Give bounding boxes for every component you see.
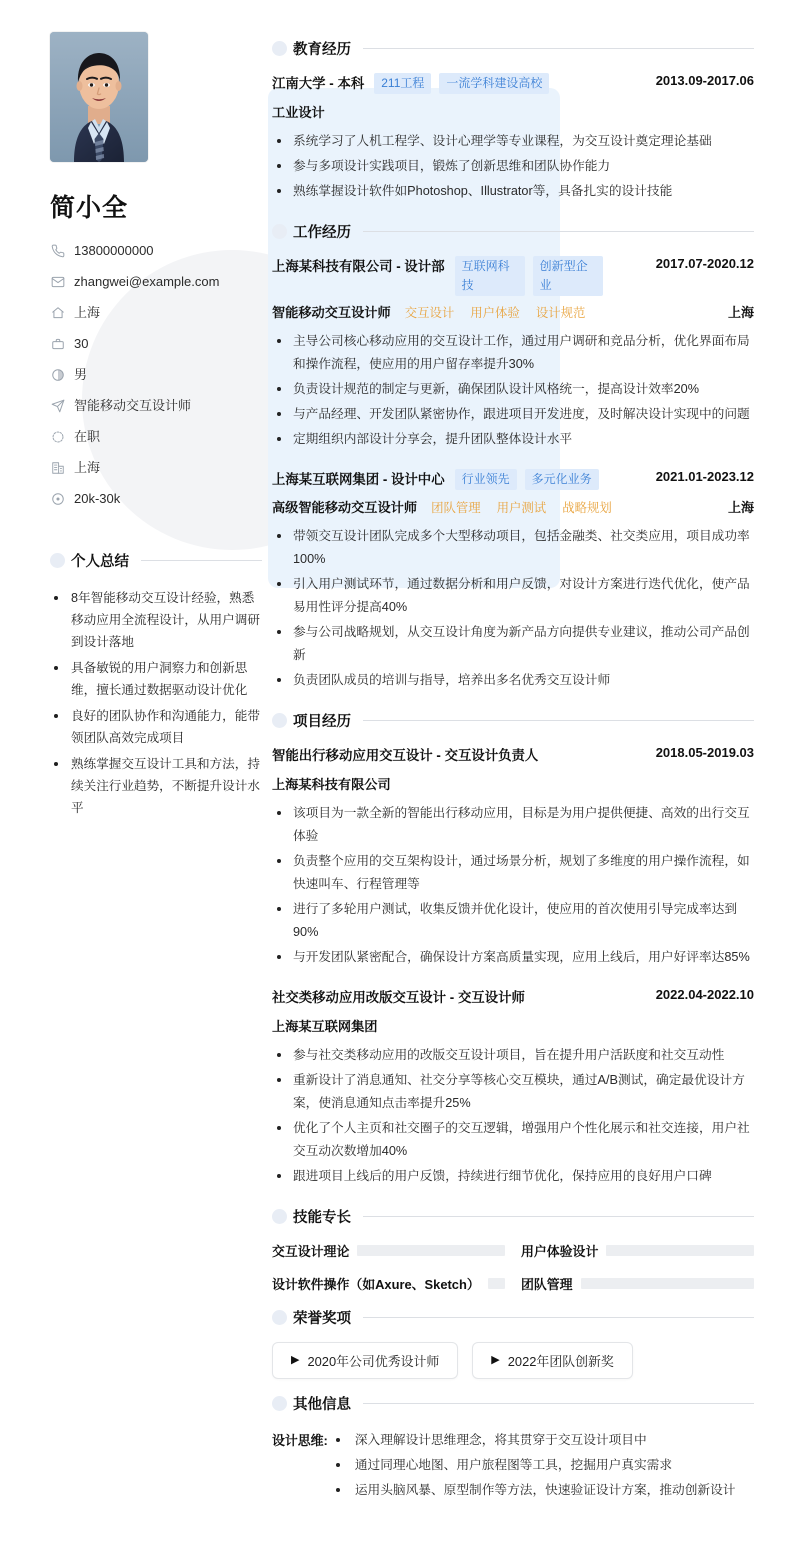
company-name: 上海某互联网集团 - 设计中心 [272, 472, 445, 487]
salary-icon [50, 492, 65, 507]
mail-icon [50, 275, 65, 290]
divider [363, 1216, 754, 1217]
list-item: 参与公司战略规划，从交互设计角度为新产品方向提供专业建议，推动公司产品创新 [272, 621, 754, 667]
list-item: 进行了多轮用户测试，收集反馈并优化设计，使应用的首次使用引导完成率达到90% [272, 898, 754, 944]
contact-phone [50, 242, 262, 260]
tag: 设计规范 [535, 305, 586, 320]
job-title: 智能移动交互设计师 [272, 305, 391, 320]
list-item: 负责整个应用的交互架构设计，通过场景分析，规划了多维度的用户操作流程，如快速叫车、行程管理等 [272, 850, 754, 896]
page-title: 简小全 [50, 194, 129, 222]
role-row [272, 302, 754, 321]
status-icon [50, 430, 65, 445]
section-header-skills [272, 1206, 754, 1227]
tag: 用户体验 [470, 305, 520, 320]
list-item: 系统学习了人机工程学、设计心理学等专业课程，为交互设计奠定理论基础 [272, 130, 754, 153]
project-company: 上海某科技有限公司 [272, 777, 391, 792]
contact-salary [50, 490, 262, 508]
award-chip[interactable] [272, 1342, 458, 1379]
divider [363, 48, 754, 49]
play-triangle-icon: ▶ [491, 1354, 500, 1366]
company-tags [455, 469, 599, 490]
list-item: 参与多项设计实践项目，锻炼了创新思维和团队协作能力 [272, 155, 754, 178]
section-education [272, 38, 754, 203]
section-header-other [272, 1393, 754, 1414]
section-header-awards [272, 1307, 754, 1328]
section-title-education: 教育经历 [293, 42, 351, 58]
project-company: 上海某互联网集团 [272, 1019, 378, 1034]
skill-label: 交互设计理论 [272, 1244, 350, 1259]
play-triangle-icon: ▶ [291, 1354, 300, 1366]
company-tags [455, 256, 603, 296]
section-skills [272, 1206, 754, 1293]
list-item: 该项目为一款全新的智能出行移动应用，目标是为用户提供便捷、高效的出行交互体验 [272, 802, 754, 848]
other-info-row [272, 1428, 754, 1503]
section-title-summary: 个人总结 [71, 554, 129, 570]
tag: 行业领先 [455, 469, 517, 490]
list-item: 引入用户测试环节，通过数据分析和用户反馈，对设计方案进行迭代优化，使产品易用性评分提高40% [272, 573, 754, 619]
other-info-list [328, 1428, 754, 1503]
list-item: 与开发团队紧密配合，确保设计方案高质量实现，应用上线后，用户好评率达85% [272, 946, 754, 969]
section-title-other: 其他信息 [293, 1397, 351, 1413]
contact-workplace-value: 上海 [74, 460, 101, 475]
section-title-work: 工作经历 [293, 225, 351, 241]
skill-item [521, 1274, 754, 1293]
section-summary [50, 550, 262, 819]
contact-position [50, 397, 262, 415]
list-item: 主导公司核心移动应用的交互设计工作，通过用户调研和竞品分析，优化界面布局和操作流程，使应用的用户留存率提升30% [272, 330, 754, 376]
contact-email [50, 273, 262, 291]
section-other [272, 1393, 754, 1503]
contact-city [50, 304, 262, 322]
company-name: 上海某科技有限公司 - 设计部 [272, 259, 445, 274]
skills-grid [272, 1241, 754, 1293]
list-item: 具备敏锐的用户洞察力和创新思维，擅长通过数据驱动设计优化 [50, 657, 262, 701]
briefcase-icon [50, 337, 65, 352]
award-label: 2020年公司优秀设计师 [307, 1354, 440, 1369]
school-tags [374, 73, 549, 94]
project-entry [272, 987, 754, 1188]
skill-item [521, 1241, 754, 1260]
project-bullets [272, 1044, 754, 1188]
divider [141, 560, 262, 561]
list-item: 熟练掌握设计软件如Photoshop、Illustrator等，具备扎实的设计技能 [272, 180, 754, 203]
list-item: 良好的团队协作和沟通能力，能带领团队高效完成项目 [50, 705, 262, 749]
section-work [272, 221, 754, 692]
work-entry [272, 469, 754, 692]
contact-gender-value: 男 [74, 367, 88, 382]
divider [363, 1317, 754, 1318]
list-item: 参与社交类移动应用的改版交互设计项目，旨在提升用户活跃度和社交互动性 [272, 1044, 754, 1067]
project-date: 2018.05-2019.03 [655, 745, 754, 760]
list-item: 通过同理心地图、用户旅程图等工具，挖掘用户真实需求 [328, 1453, 754, 1478]
contact-age [50, 335, 262, 353]
section-header-education [272, 38, 754, 59]
work-bullets [272, 330, 754, 451]
award-chip[interactable] [472, 1342, 633, 1379]
list-item: 与产品经理、开发团队紧密协作，跟进项目开发进度，及时解决设计实现中的问题 [272, 403, 754, 426]
gender-icon [50, 368, 65, 383]
job-title: 高级智能移动交互设计师 [272, 500, 418, 515]
skill-progress-bar [581, 1278, 754, 1289]
tag: 团队管理 [431, 500, 481, 515]
project-name: 社交类移动应用改版交互设计 - 交互设计师 [272, 990, 525, 1005]
divider [363, 1403, 754, 1404]
list-item: 负责设计规范的制定与更新，确保团队设计风格统一，提高设计效率20% [272, 378, 754, 401]
tag: 211工程 [374, 73, 431, 94]
tag: 一流学科建设高校 [439, 73, 549, 94]
entry-header [272, 745, 754, 767]
other-info-label: 设计思维: [272, 1433, 328, 1448]
school-name: 江南大学 - 本科 [272, 76, 365, 91]
section-awards [272, 1307, 754, 1379]
project-date: 2022.04-2022.10 [655, 987, 754, 1002]
entry-header [272, 987, 754, 1009]
skill-progress-bar [488, 1278, 505, 1289]
section-title-projects: 项目经历 [293, 714, 351, 730]
skill-item [272, 1241, 505, 1260]
project-bullets [272, 802, 754, 969]
contact-email-value: zhangwei@example.com [74, 274, 220, 289]
section-header-summary [50, 550, 262, 571]
contact-salary-value: 20k-30k [74, 491, 121, 506]
left-sidebar [0, 0, 262, 823]
profile-photo [50, 32, 148, 162]
education-date: 2013.09-2017.06 [655, 73, 754, 88]
skill-label: 团队管理 [521, 1277, 573, 1292]
contact-workplace [50, 459, 262, 477]
education-major: 工业设计 [272, 105, 325, 120]
paper-plane-icon [50, 399, 65, 414]
contact-status [50, 428, 262, 446]
list-item: 负责团队成员的培训与指导，培养出多名优秀交互设计师 [272, 669, 754, 692]
tag: 多元化业务 [525, 469, 599, 490]
list-item: 8年智能移动交互设计经验，熟悉移动应用全流程设计，从用户调研到设计落地 [50, 587, 262, 653]
entry-header [272, 256, 754, 296]
role-row [272, 497, 754, 516]
building-icon [50, 461, 65, 476]
work-date: 2017.07-2020.12 [655, 256, 754, 271]
section-projects [272, 710, 754, 1188]
skill-progress-bar [357, 1245, 505, 1256]
awards-list [272, 1342, 754, 1379]
contact-phone-value: 13800000000 [74, 243, 154, 258]
work-location: 上海 [727, 500, 754, 515]
list-item: 定期组织内部设计分享会，提升团队整体设计水平 [272, 428, 754, 451]
list-item: 重新设计了消息通知、社交分享等核心交互模块，通过A/B测试，确定最优设计方案，使消息通知点击率提升25% [272, 1069, 754, 1115]
project-name: 智能出行移动应用交互设计 - 交互设计负责人 [272, 748, 539, 763]
contact-list [50, 242, 262, 508]
contact-status-value: 在职 [74, 429, 101, 444]
tag: 战略规划 [562, 500, 612, 515]
divider [363, 231, 754, 232]
list-item: 深入理解设计思维理念，将其贯穿于交互设计项目中 [328, 1428, 754, 1453]
contact-gender [50, 366, 262, 384]
contact-position-value: 智能移动交互设计师 [74, 398, 192, 413]
work-bullets [272, 525, 754, 692]
entry-header [272, 73, 754, 95]
section-header-projects [272, 710, 754, 731]
divider [363, 720, 754, 721]
education-entry [272, 73, 754, 203]
education-bullets [272, 130, 754, 203]
work-date: 2021.01-2023.12 [655, 469, 754, 484]
skill-label: 用户体验设计 [521, 1244, 599, 1259]
list-item: 跟进项目上线后的用户反馈，持续进行细节优化，保持应用的良好用户口碑 [272, 1165, 754, 1188]
section-header-work [272, 221, 754, 242]
contact-age-value: 30 [74, 336, 89, 351]
home-icon [50, 306, 65, 321]
list-item: 熟练掌握交互设计工具和方法，持续关注行业趋势，不断提升设计水平 [50, 753, 262, 819]
skill-item [272, 1274, 505, 1293]
section-title-skills: 技能专长 [293, 1210, 351, 1226]
skill-label: 设计软件操作（如Axure、Sketch） [272, 1277, 480, 1292]
list-item: 优化了个人主页和社交圈子的交互逻辑，增强用户个性化展示和社交连接，用户社交互动次数增加40% [272, 1117, 754, 1163]
list-item: 运用头脑风暴、原型制作等方法，快速验证设计方案，推动创新设计 [328, 1478, 754, 1503]
tag: 交互设计 [404, 305, 455, 320]
tag: 用户测试 [496, 500, 547, 515]
project-entry [272, 745, 754, 969]
section-title-awards: 荣誉奖项 [293, 1311, 351, 1327]
work-entry [272, 256, 754, 451]
skill-progress-bar [606, 1245, 754, 1256]
phone-icon [50, 244, 65, 259]
summary-list [50, 587, 262, 819]
tag: 互联网科技 [455, 256, 525, 296]
entry-header [272, 469, 754, 491]
award-label: 2022年团队创新奖 [507, 1354, 614, 1369]
list-item: 带领交互设计团队完成多个大型移动项目，包括金融类、社交类应用，项目成功率100% [272, 525, 754, 571]
main-column [262, 0, 794, 1543]
work-location: 上海 [727, 305, 754, 320]
contact-city-value: 上海 [74, 305, 101, 320]
tag: 创新型企业 [533, 256, 603, 296]
